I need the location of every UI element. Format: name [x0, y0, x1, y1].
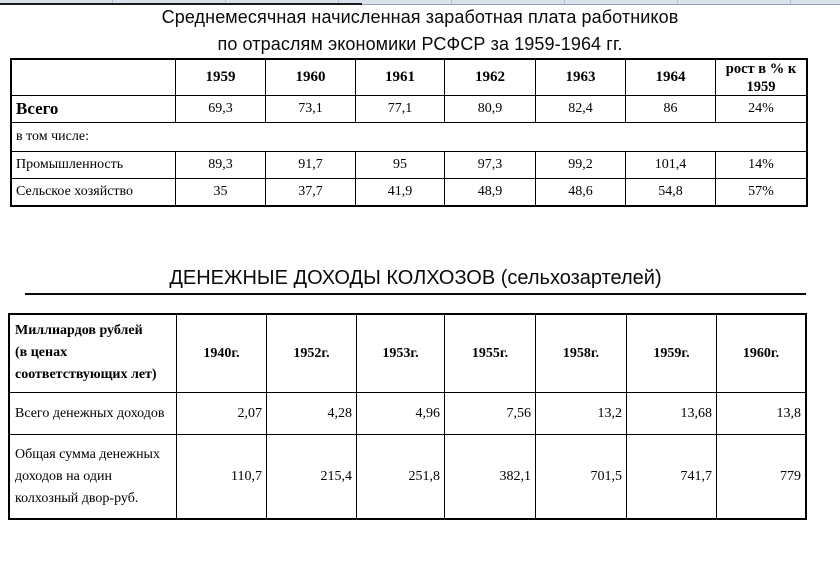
t1-cell: 89,3 [176, 152, 266, 179]
t1-cell: 57% [748, 184, 774, 199]
t2-row-total-income-label: Всего денежных доходов [10, 393, 177, 435]
t2-header-1955: 1955г. [445, 315, 536, 393]
t1-row-total-label: Всего [12, 96, 176, 123]
t1-cell: 35 [176, 179, 266, 205]
t2-cell: 741,7 [627, 435, 717, 518]
t2-header-1959: 1959г. [627, 315, 717, 393]
t2-cell: 7,56 [445, 393, 536, 435]
t2-header-1960: 1960г. [717, 315, 805, 393]
t2-cell: 215,4 [267, 435, 357, 518]
t2-cell: 13,68 [627, 393, 717, 435]
t2-cell: 701,5 [536, 435, 627, 518]
t2-cell: 13,2 [536, 393, 627, 435]
table1-title-line2: по отраслям экономики РСФСР за 1959-1964 гг. [217, 34, 623, 54]
t1-header-1959: 1959 [176, 60, 266, 96]
t2-cell: 251,8 [357, 435, 445, 518]
t1-cell: 37,7 [266, 179, 356, 205]
table2-title: ДЕНЕЖНЫЕ ДОХОДЫ КОЛХОЗОВ (сельхозартелей) [169, 267, 662, 289]
t1-cell: 95 [356, 152, 445, 179]
t1-cell: 77,1 [356, 96, 445, 123]
t2-cell: 13,8 [717, 393, 805, 435]
t1-header-1961: 1961 [356, 60, 445, 96]
t2-header-1952: 1952г. [267, 315, 357, 393]
t2-cell: 779 [780, 468, 801, 484]
t1-cell: 101,4 [626, 152, 716, 179]
t1-cell: 48,6 [536, 179, 626, 205]
table2-title-rule [25, 264, 806, 295]
t2-cell: 2,07 [177, 393, 267, 435]
t1-header-1963: 1963 [536, 60, 626, 96]
t2-row-per-household-label: Общая сумма денежных доходов на один колхозный двор-руб. [10, 435, 177, 518]
t2-header-1958: 1958г. [536, 315, 627, 393]
t2-stub-line2: (в ценах соответствующих лет) [15, 345, 157, 382]
t1-header-1960: 1960 [266, 60, 356, 96]
t1-cell: 69,3 [176, 96, 266, 123]
t1-cell: 80,9 [445, 96, 536, 123]
t1-cell: 54,8 [626, 179, 716, 205]
table1-title [0, 4, 840, 58]
t2-header-1953: 1953г. [357, 315, 445, 393]
t1-cell: 41,9 [356, 179, 445, 205]
t1-cell: 14% [716, 152, 806, 179]
t2-stub-header [10, 315, 177, 393]
t1-row-including-label: в том числе: [12, 123, 806, 152]
t1-header-growth: рост в % к 1959 [716, 60, 806, 96]
t1-cell: 82,4 [536, 96, 626, 123]
t1-cell: 99,2 [536, 152, 626, 179]
t1-cell: 48,9 [445, 179, 536, 205]
t1-cell: 91,7 [266, 152, 356, 179]
t1-header-1964: 1964 [626, 60, 716, 96]
t2-cell: 4,96 [357, 393, 445, 435]
t1-header-empty [12, 60, 176, 96]
t2-cell: 4,28 [267, 393, 357, 435]
t2-stub-line1: Миллиардов рублей [15, 323, 143, 338]
wages-table [10, 58, 808, 207]
t2-cell: 382,1 [445, 435, 536, 518]
table1-title-line1: Среднемесячная начисленная заработная плата работников [161, 7, 679, 27]
t1-cell: 73,1 [266, 96, 356, 123]
t2-cell: 110,7 [177, 435, 267, 518]
t1-cell: 97,3 [445, 152, 536, 179]
t1-row-agriculture-label: Сельское хозяйство [12, 179, 176, 205]
t1-cell: 24% [716, 96, 806, 123]
t1-cell: 86 [626, 96, 716, 123]
t1-row-industry-label: Промышленность [12, 152, 176, 179]
t2-header-1940: 1940г. [177, 315, 267, 393]
t1-header-1962: 1962 [445, 60, 536, 96]
kolkhoz-income-table [8, 313, 807, 520]
